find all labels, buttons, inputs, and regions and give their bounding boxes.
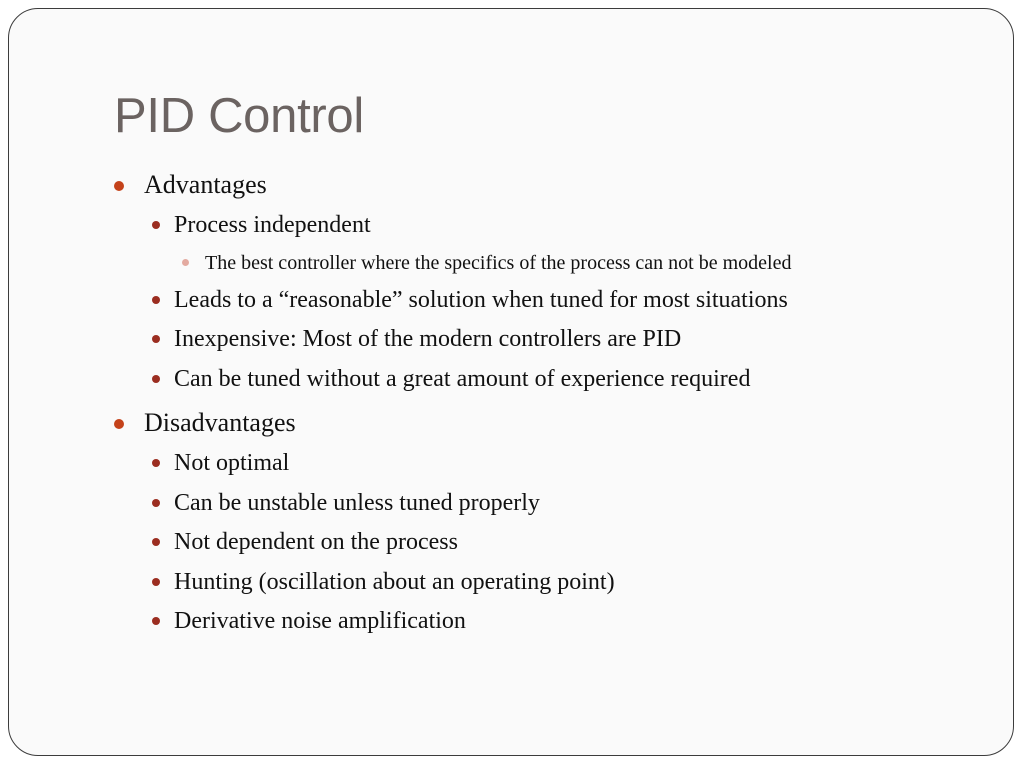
bullet-icon bbox=[152, 375, 160, 383]
bullet-icon bbox=[182, 259, 189, 266]
disadvantage-item bbox=[174, 449, 289, 477]
advantage-item bbox=[174, 325, 681, 353]
bullet-icon bbox=[152, 617, 160, 625]
advantage-item bbox=[174, 365, 750, 393]
disadvantage-item bbox=[174, 568, 615, 596]
bullet-icon bbox=[152, 296, 160, 304]
bullet-text: Not dependent on the process bbox=[174, 529, 458, 555]
bullet-icon bbox=[152, 335, 160, 343]
bullet-text: Disadvantages bbox=[144, 408, 296, 437]
bullet-icon bbox=[152, 538, 160, 546]
advantage-item bbox=[174, 286, 788, 314]
bullet-icon bbox=[152, 578, 160, 586]
advantage-item bbox=[174, 211, 371, 239]
bullet-icon bbox=[114, 181, 124, 191]
bullet-text: Process independent bbox=[174, 212, 371, 238]
bullet-text: Can be unstable unless tuned properly bbox=[174, 490, 540, 516]
advantages-heading bbox=[144, 170, 267, 200]
disadvantages-heading bbox=[144, 408, 296, 438]
slide-title: PID Control bbox=[114, 89, 364, 143]
disadvantage-item bbox=[174, 528, 458, 556]
bullet-icon bbox=[152, 499, 160, 507]
disadvantage-item bbox=[174, 607, 466, 635]
bullet-text: Derivative noise amplification bbox=[174, 608, 466, 634]
bullet-text: The best controller where the specifics of the process can not be modeled bbox=[205, 252, 792, 274]
advantage-subitem bbox=[205, 251, 791, 275]
disadvantage-item bbox=[174, 489, 540, 517]
bullet-icon bbox=[152, 459, 160, 467]
bullet-text: Leads to a “reasonable” solution when tuned for most situations bbox=[174, 287, 788, 313]
bullet-text: Not optimal bbox=[174, 450, 290, 476]
bullet-text: Advantages bbox=[144, 170, 267, 199]
bullet-text: Can be tuned without a great amount of experience required bbox=[174, 366, 751, 392]
bullet-icon bbox=[152, 221, 160, 229]
bullet-text: Hunting (oscillation about an operating point) bbox=[174, 569, 615, 595]
bullet-icon bbox=[114, 419, 124, 429]
bullet-text: Inexpensive: Most of the modern controllers are PID bbox=[174, 326, 682, 352]
